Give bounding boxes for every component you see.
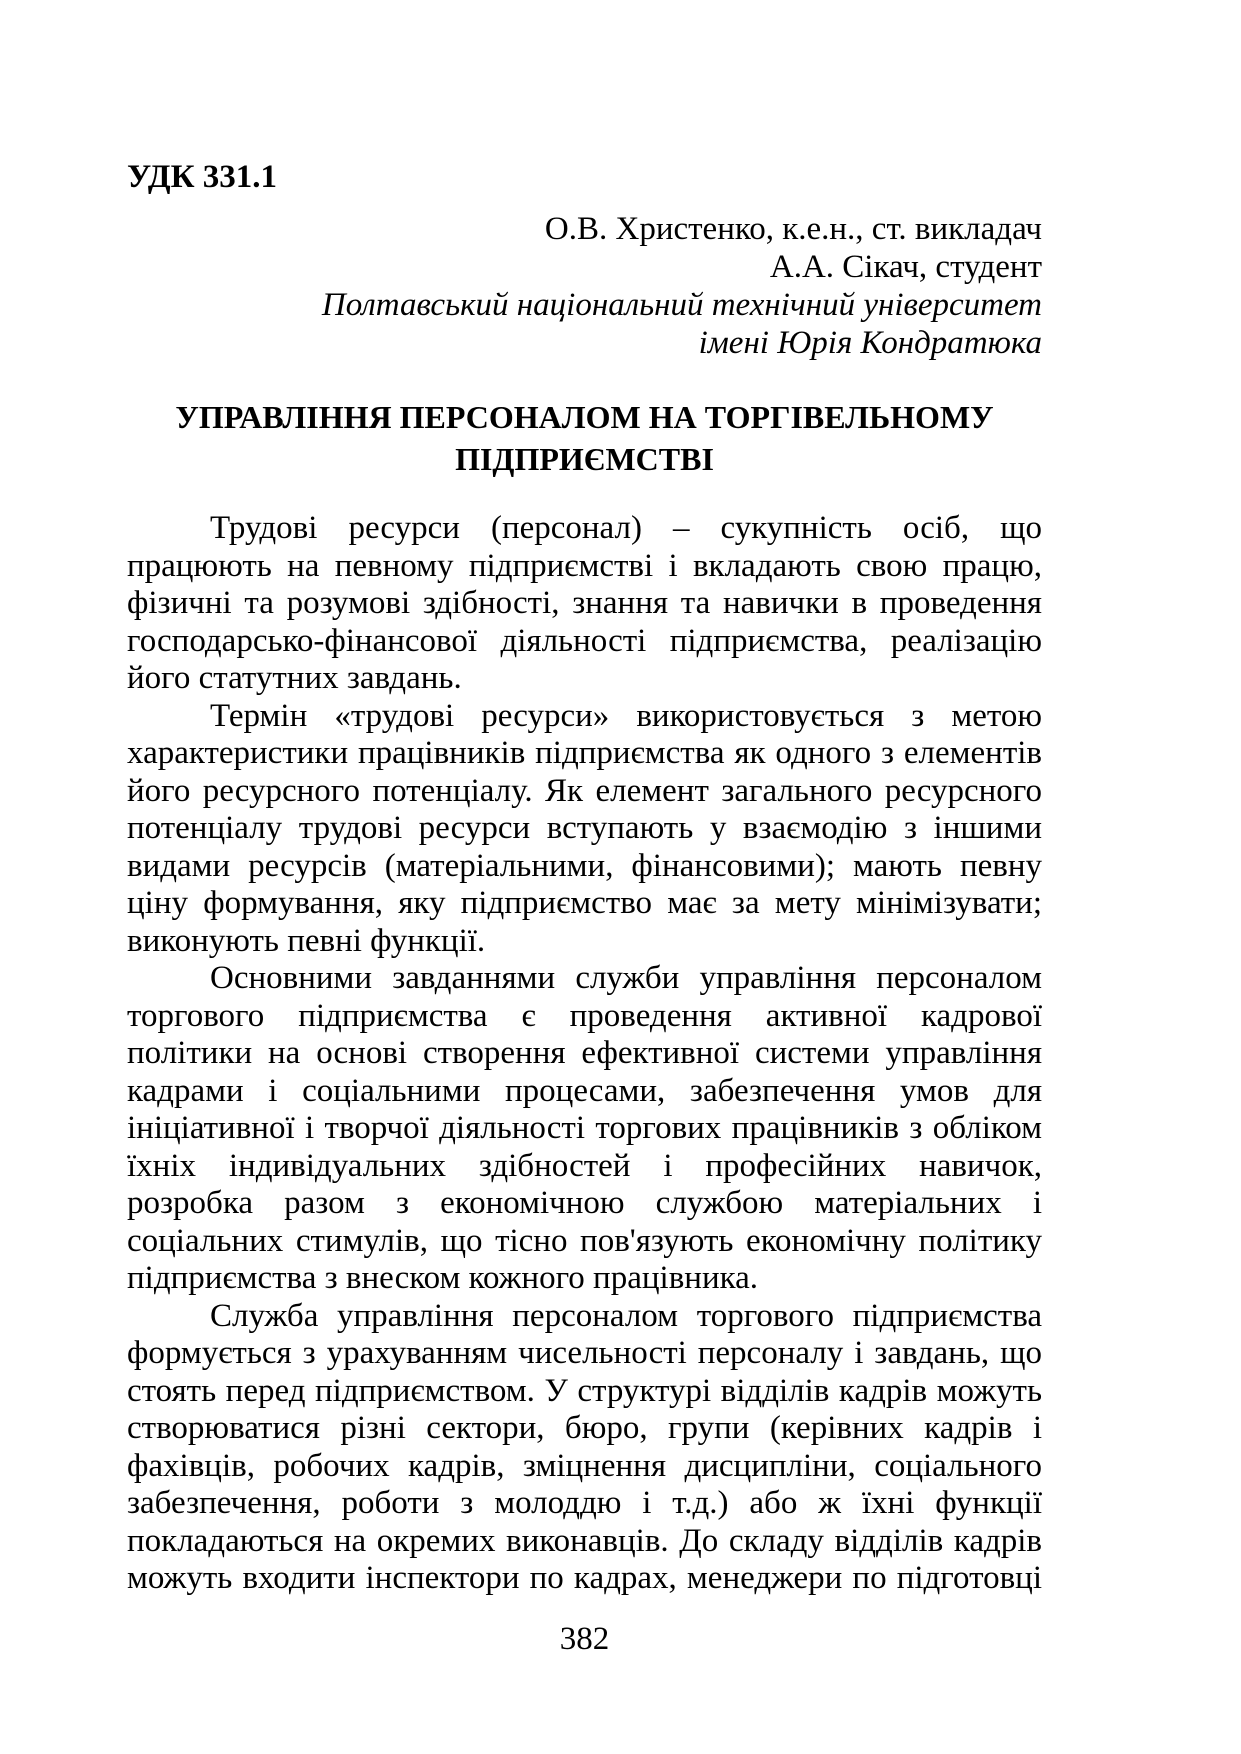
paragraph: Служба управління персоналом торгового підприємства формується з урахуванням чисельності персоналу і завдань, що стоять перед підприємством. У структурі відділів кадрів можуть створюватися різні сектори, бюро, групи (керівних кадрів і фахівців, робочих кадрів, зміцнення дисципліни, соціального забезпечення, роботи з молоддю і т.д.) або ж їхні функції покладаються на окремих виконавців. До складу відділів кадрів можуть входити інспектори по кадрах, менеджери по підготовці (127, 1297, 1042, 1596)
page-number: 382 (559, 1620, 610, 1657)
article-title: УПРАВЛІННЯ ПЕРСОНАЛОМ НА ТОРГІВЕЛЬНОМУ ПІДПРИЄМСТВІ (175, 399, 994, 477)
udc-code: УДК 331.1 (127, 159, 278, 195)
paragraph: Основними завданнями служби управління персоналом торгового підприємства є проведення активної кадрової політики на основі створення ефективної системи управління кадрами і соціальними процесами, забезпечення умов для ініціативної і творчої діяльності торгових працівників з обліком їхніх індивідуальних здібностей і професійних навичок, розробка разом з економічною службою матеріальних і соціальних стимулів, що тісно пов'язують економічну політику підприємства з внеском кожного працівника. (127, 960, 1042, 1296)
affiliation-line: імені Юрія Кондратюка (698, 325, 1042, 361)
paragraph: Трудові ресурси (персонал) – сукупність осіб, що працюють на певному підприємстві і вкладають свою працю, фізичні та розумові здібності, знання та навички в проведення господарсько-фінансової діяльності підприємства, реалізацію його статутних завдань. (127, 510, 1042, 696)
byline-block (127, 210, 1042, 362)
paragraph: Термін «трудові ресурси» використовується з метою характеристики працівників підприємства як одного з елементів його ресурсного потенціалу. Як елемент загального ресурсного потенціалу трудові ресурси вступають у взаємодію з іншими видами ресурсів (матеріальними, фінансовими); мають певну ціну формування, яку підприємство має за мету мінімізувати; виконують певні функції. (127, 697, 1042, 959)
author-line: О.В. Христенко, к.е.н., ст. викладач (544, 211, 1042, 247)
affiliation-line: Полтавський національний технічний університет (321, 287, 1042, 323)
author-line: А.А. Сікач, студент (769, 249, 1042, 285)
article-body (127, 510, 1042, 1598)
